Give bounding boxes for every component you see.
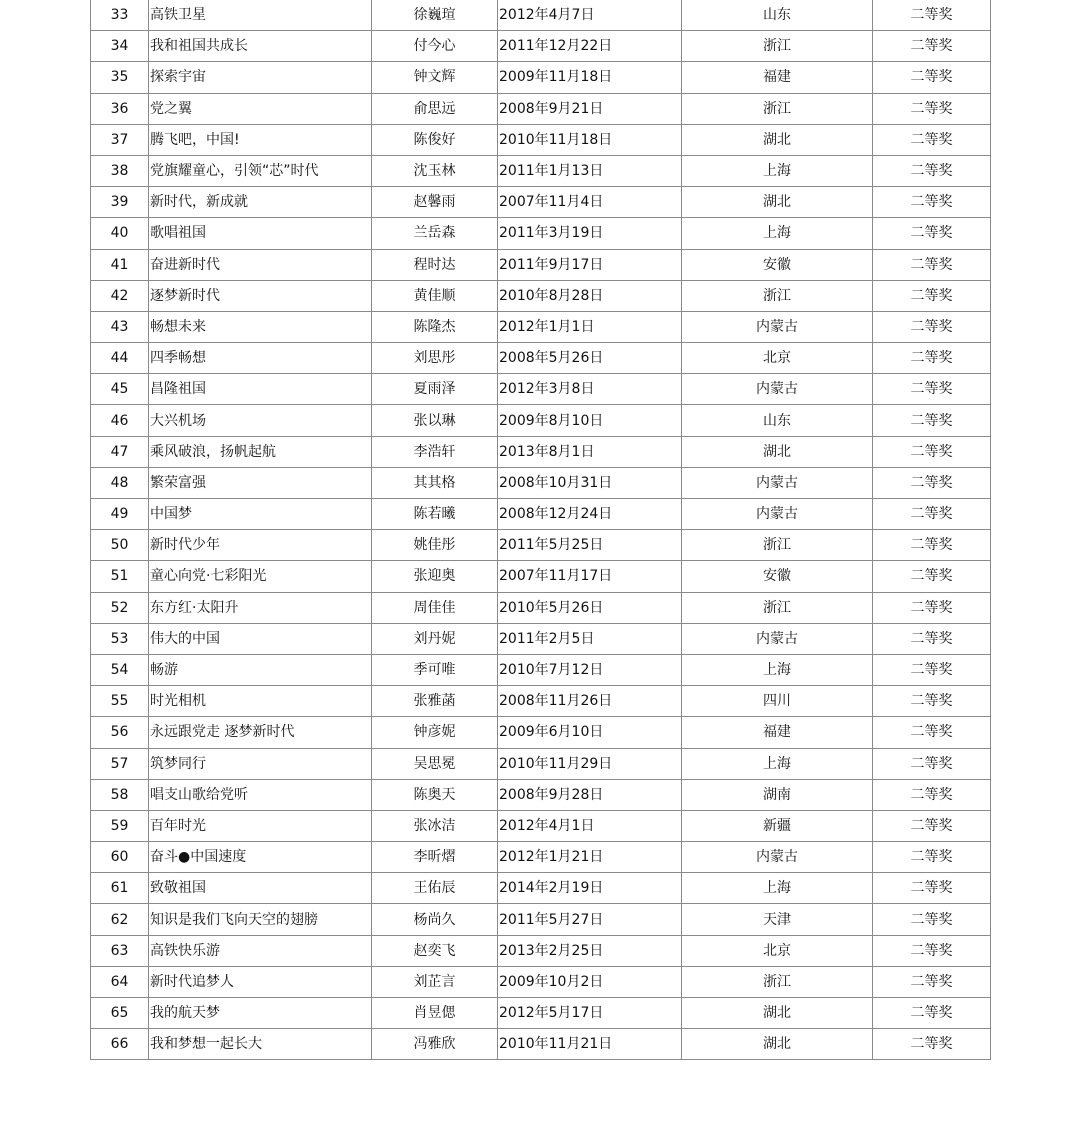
- award-level-cell: 二等奖: [873, 654, 991, 685]
- table-row: [91, 155, 991, 186]
- work-title-cell: 畅游: [149, 654, 372, 685]
- author-name-cell: 王佑辰: [372, 873, 498, 904]
- birth-date-cell: 2009年8月10日: [498, 405, 682, 436]
- region-cell: 内蒙古: [682, 623, 873, 654]
- region-cell: 浙江: [682, 966, 873, 997]
- table-row: [91, 218, 991, 249]
- row-number-cell: 47: [91, 436, 149, 467]
- work-title-cell: 四季畅想: [149, 343, 372, 374]
- table-row: [91, 311, 991, 342]
- author-name-cell: 季可唯: [372, 654, 498, 685]
- birth-date-cell: 2011年5月25日: [498, 530, 682, 561]
- award-level-cell: 二等奖: [873, 530, 991, 561]
- award-level-cell: 二等奖: [873, 374, 991, 405]
- table-row: [91, 249, 991, 280]
- birth-date-cell: 2008年12月24日: [498, 499, 682, 530]
- author-name-cell: 姚佳彤: [372, 530, 498, 561]
- work-title-cell: 腾飞吧，中国!: [149, 124, 372, 155]
- birth-date-cell: 2008年9月21日: [498, 93, 682, 124]
- work-title-cell: 畅想未来: [149, 311, 372, 342]
- work-title-cell: 我的航天梦: [149, 998, 372, 1029]
- author-name-cell: 陈隆杰: [372, 311, 498, 342]
- table-row: [91, 374, 991, 405]
- work-title-cell: 中国梦: [149, 499, 372, 530]
- author-name-cell: 张冰洁: [372, 810, 498, 841]
- table-row: [91, 499, 991, 530]
- table-row: [91, 280, 991, 311]
- award-level-cell: 二等奖: [873, 1029, 991, 1060]
- birth-date-cell: 2013年2月25日: [498, 935, 682, 966]
- award-level-cell: 二等奖: [873, 187, 991, 218]
- birth-date-cell: 2009年6月10日: [498, 717, 682, 748]
- author-name-cell: 陈若曦: [372, 499, 498, 530]
- table-row: [91, 998, 991, 1029]
- table-row: [91, 779, 991, 810]
- work-title-cell: 繁荣富强: [149, 467, 372, 498]
- row-number-cell: 58: [91, 779, 149, 810]
- region-cell: 上海: [682, 218, 873, 249]
- author-name-cell: 陈奥天: [372, 779, 498, 810]
- region-cell: 内蒙古: [682, 499, 873, 530]
- author-name-cell: 冯雅欣: [372, 1029, 498, 1060]
- birth-date-cell: 2010年8月28日: [498, 280, 682, 311]
- table-row: [91, 904, 991, 935]
- award-level-cell: 二等奖: [873, 873, 991, 904]
- work-title-cell: 探索宇宙: [149, 62, 372, 93]
- author-name-cell: 李浩轩: [372, 436, 498, 467]
- award-level-cell: 二等奖: [873, 62, 991, 93]
- award-level-cell: 二等奖: [873, 31, 991, 62]
- row-number-cell: 54: [91, 654, 149, 685]
- region-cell: 安徽: [682, 249, 873, 280]
- table-row: [91, 654, 991, 685]
- table-row: [91, 343, 991, 374]
- birth-date-cell: 2012年5月17日: [498, 998, 682, 1029]
- table-row: [91, 31, 991, 62]
- award-level-cell: 二等奖: [873, 218, 991, 249]
- work-title-cell: 我和祖国共成长: [149, 31, 372, 62]
- row-number-cell: 46: [91, 405, 149, 436]
- award-level-cell: 二等奖: [873, 904, 991, 935]
- region-cell: 上海: [682, 654, 873, 685]
- table-row: [91, 436, 991, 467]
- row-number-cell: 65: [91, 998, 149, 1029]
- row-number-cell: 40: [91, 218, 149, 249]
- award-level-cell: 二等奖: [873, 998, 991, 1029]
- table-row: [91, 623, 991, 654]
- table-row: [91, 748, 991, 779]
- author-name-cell: 钟彦妮: [372, 717, 498, 748]
- region-cell: 湖南: [682, 779, 873, 810]
- author-name-cell: 兰岳森: [372, 218, 498, 249]
- author-name-cell: 徐巍瑄: [372, 0, 498, 31]
- work-title-cell: 致敬祖国: [149, 873, 372, 904]
- region-cell: 湖北: [682, 187, 873, 218]
- birth-date-cell: 2010年11月18日: [498, 124, 682, 155]
- birth-date-cell: 2011年5月27日: [498, 904, 682, 935]
- author-name-cell: 俞思远: [372, 93, 498, 124]
- author-name-cell: 杨尚久: [372, 904, 498, 935]
- work-title-cell: 时光相机: [149, 686, 372, 717]
- row-number-cell: 53: [91, 623, 149, 654]
- award-level-cell: 二等奖: [873, 779, 991, 810]
- award-level-cell: 二等奖: [873, 561, 991, 592]
- table-row: [91, 810, 991, 841]
- author-name-cell: 付今心: [372, 31, 498, 62]
- birth-date-cell: 2011年1月13日: [498, 155, 682, 186]
- birth-date-cell: 2011年12月22日: [498, 31, 682, 62]
- author-name-cell: 黄佳顺: [372, 280, 498, 311]
- award-level-cell: 二等奖: [873, 748, 991, 779]
- row-number-cell: 43: [91, 311, 149, 342]
- region-cell: 内蒙古: [682, 311, 873, 342]
- award-level-cell: 二等奖: [873, 467, 991, 498]
- table-row: [91, 1029, 991, 1060]
- row-number-cell: 49: [91, 499, 149, 530]
- birth-date-cell: 2010年11月29日: [498, 748, 682, 779]
- row-number-cell: 45: [91, 374, 149, 405]
- region-cell: 上海: [682, 748, 873, 779]
- work-title-cell: 筑梦同行: [149, 748, 372, 779]
- table-row: [91, 935, 991, 966]
- row-number-cell: 48: [91, 467, 149, 498]
- awards-table: [90, 0, 991, 1060]
- row-number-cell: 44: [91, 343, 149, 374]
- birth-date-cell: 2011年3月19日: [498, 218, 682, 249]
- award-level-cell: 二等奖: [873, 405, 991, 436]
- award-level-cell: 二等奖: [873, 842, 991, 873]
- table-row: [91, 530, 991, 561]
- region-cell: 内蒙古: [682, 467, 873, 498]
- birth-date-cell: 2010年7月12日: [498, 654, 682, 685]
- row-number-cell: 59: [91, 810, 149, 841]
- work-title-cell: 高铁快乐游: [149, 935, 372, 966]
- region-cell: 山东: [682, 405, 873, 436]
- region-cell: 湖北: [682, 124, 873, 155]
- birth-date-cell: 2010年11月21日: [498, 1029, 682, 1060]
- table-row: [91, 187, 991, 218]
- birth-date-cell: 2008年9月28日: [498, 779, 682, 810]
- author-name-cell: 刘芷言: [372, 966, 498, 997]
- work-title-cell: 新时代少年: [149, 530, 372, 561]
- birth-date-cell: 2012年1月1日: [498, 311, 682, 342]
- award-level-cell: 二等奖: [873, 343, 991, 374]
- birth-date-cell: 2010年5月26日: [498, 592, 682, 623]
- author-name-cell: 张以琳: [372, 405, 498, 436]
- birth-date-cell: 2014年2月19日: [498, 873, 682, 904]
- award-level-cell: 二等奖: [873, 249, 991, 280]
- award-level-cell: 二等奖: [873, 499, 991, 530]
- birth-date-cell: 2012年1月21日: [498, 842, 682, 873]
- author-name-cell: 赵奕飞: [372, 935, 498, 966]
- row-number-cell: 34: [91, 31, 149, 62]
- row-number-cell: 55: [91, 686, 149, 717]
- row-number-cell: 36: [91, 93, 149, 124]
- award-level-cell: 二等奖: [873, 935, 991, 966]
- awards-table-body: [91, 0, 991, 1060]
- region-cell: 北京: [682, 935, 873, 966]
- table-row: [91, 717, 991, 748]
- award-level-cell: 二等奖: [873, 311, 991, 342]
- region-cell: 浙江: [682, 31, 873, 62]
- table-row: [91, 966, 991, 997]
- award-level-cell: 二等奖: [873, 966, 991, 997]
- author-name-cell: 刘丹妮: [372, 623, 498, 654]
- author-name-cell: 陈俊好: [372, 124, 498, 155]
- birth-date-cell: 2009年10月2日: [498, 966, 682, 997]
- birth-date-cell: 2007年11月17日: [498, 561, 682, 592]
- birth-date-cell: 2008年11月26日: [498, 686, 682, 717]
- region-cell: 天津: [682, 904, 873, 935]
- region-cell: 福建: [682, 717, 873, 748]
- award-level-cell: 二等奖: [873, 280, 991, 311]
- region-cell: 内蒙古: [682, 374, 873, 405]
- birth-date-cell: 2008年10月31日: [498, 467, 682, 498]
- work-title-cell: 新时代追梦人: [149, 966, 372, 997]
- author-name-cell: 钟文辉: [372, 62, 498, 93]
- region-cell: 四川: [682, 686, 873, 717]
- author-name-cell: 肖昱偲: [372, 998, 498, 1029]
- work-title-cell: 高铁卫星: [149, 0, 372, 31]
- row-number-cell: 63: [91, 935, 149, 966]
- award-level-cell: 二等奖: [873, 810, 991, 841]
- author-name-cell: 沈玉林: [372, 155, 498, 186]
- work-title-cell: 唱支山歌给党听: [149, 779, 372, 810]
- row-number-cell: 60: [91, 842, 149, 873]
- row-number-cell: 38: [91, 155, 149, 186]
- row-number-cell: 66: [91, 1029, 149, 1060]
- region-cell: 浙江: [682, 280, 873, 311]
- table-row: [91, 124, 991, 155]
- work-title-cell: 奋进新时代: [149, 249, 372, 280]
- work-title-cell: 大兴机场: [149, 405, 372, 436]
- work-title-cell: 我和梦想一起长大: [149, 1029, 372, 1060]
- author-name-cell: 刘思彤: [372, 343, 498, 374]
- award-level-cell: 二等奖: [873, 0, 991, 31]
- region-cell: 福建: [682, 62, 873, 93]
- work-title-cell: 知识是我们飞向天空的翅膀: [149, 904, 372, 935]
- birth-date-cell: 2013年8月1日: [498, 436, 682, 467]
- author-name-cell: 周佳佳: [372, 592, 498, 623]
- work-title-cell: 百年时光: [149, 810, 372, 841]
- region-cell: 上海: [682, 873, 873, 904]
- author-name-cell: 程时达: [372, 249, 498, 280]
- region-cell: 安徽: [682, 561, 873, 592]
- region-cell: 湖北: [682, 998, 873, 1029]
- author-name-cell: 赵馨雨: [372, 187, 498, 218]
- birth-date-cell: 2007年11月4日: [498, 187, 682, 218]
- row-number-cell: 61: [91, 873, 149, 904]
- work-title-cell: 党旗耀童心，引领“芯”时代: [149, 155, 372, 186]
- work-title-cell: 歌唱祖国: [149, 218, 372, 249]
- table-row: [91, 561, 991, 592]
- row-number-cell: 41: [91, 249, 149, 280]
- row-number-cell: 37: [91, 124, 149, 155]
- row-number-cell: 62: [91, 904, 149, 935]
- award-level-cell: 二等奖: [873, 717, 991, 748]
- region-cell: 湖北: [682, 1029, 873, 1060]
- table-row: [91, 93, 991, 124]
- award-level-cell: 二等奖: [873, 436, 991, 467]
- author-name-cell: 张迎奥: [372, 561, 498, 592]
- award-level-cell: 二等奖: [873, 124, 991, 155]
- award-level-cell: 二等奖: [873, 686, 991, 717]
- region-cell: 浙江: [682, 93, 873, 124]
- birth-date-cell: 2012年4月1日: [498, 810, 682, 841]
- row-number-cell: 35: [91, 62, 149, 93]
- award-level-cell: 二等奖: [873, 623, 991, 654]
- region-cell: 浙江: [682, 592, 873, 623]
- work-title-cell: 奋斗●中国速度: [149, 842, 372, 873]
- birth-date-cell: 2012年4月7日: [498, 0, 682, 31]
- table-row: [91, 467, 991, 498]
- author-name-cell: 其其格: [372, 467, 498, 498]
- author-name-cell: 夏雨泽: [372, 374, 498, 405]
- table-row: [91, 62, 991, 93]
- row-number-cell: 64: [91, 966, 149, 997]
- birth-date-cell: 2009年11月18日: [498, 62, 682, 93]
- region-cell: 山东: [682, 0, 873, 31]
- row-number-cell: 52: [91, 592, 149, 623]
- row-number-cell: 42: [91, 280, 149, 311]
- region-cell: 上海: [682, 155, 873, 186]
- region-cell: 北京: [682, 343, 873, 374]
- work-title-cell: 童心向党·七彩阳光: [149, 561, 372, 592]
- author-name-cell: 吴思冕: [372, 748, 498, 779]
- row-number-cell: 56: [91, 717, 149, 748]
- work-title-cell: 东方红·太阳升: [149, 592, 372, 623]
- row-number-cell: 51: [91, 561, 149, 592]
- work-title-cell: 伟大的中国: [149, 623, 372, 654]
- row-number-cell: 39: [91, 187, 149, 218]
- table-row: [91, 592, 991, 623]
- region-cell: 新疆: [682, 810, 873, 841]
- table-row: [91, 686, 991, 717]
- region-cell: 浙江: [682, 530, 873, 561]
- table-row: [91, 0, 991, 31]
- birth-date-cell: 2011年9月17日: [498, 249, 682, 280]
- work-title-cell: 昌隆祖国: [149, 374, 372, 405]
- author-name-cell: 张雅菡: [372, 686, 498, 717]
- work-title-cell: 永远跟党走 逐梦新时代: [149, 717, 372, 748]
- birth-date-cell: 2012年3月8日: [498, 374, 682, 405]
- work-title-cell: 党之翼: [149, 93, 372, 124]
- row-number-cell: 57: [91, 748, 149, 779]
- row-number-cell: 33: [91, 0, 149, 31]
- table-row: [91, 873, 991, 904]
- region-cell: 湖北: [682, 436, 873, 467]
- table-row: [91, 405, 991, 436]
- table-row: [91, 842, 991, 873]
- row-number-cell: 50: [91, 530, 149, 561]
- birth-date-cell: 2008年5月26日: [498, 343, 682, 374]
- work-title-cell: 乘风破浪，扬帆起航: [149, 436, 372, 467]
- award-level-cell: 二等奖: [873, 93, 991, 124]
- work-title-cell: 逐梦新时代: [149, 280, 372, 311]
- work-title-cell: 新时代，新成就: [149, 187, 372, 218]
- award-level-cell: 二等奖: [873, 155, 991, 186]
- region-cell: 内蒙古: [682, 842, 873, 873]
- birth-date-cell: 2011年2月5日: [498, 623, 682, 654]
- author-name-cell: 李昕熠: [372, 842, 498, 873]
- award-level-cell: 二等奖: [873, 592, 991, 623]
